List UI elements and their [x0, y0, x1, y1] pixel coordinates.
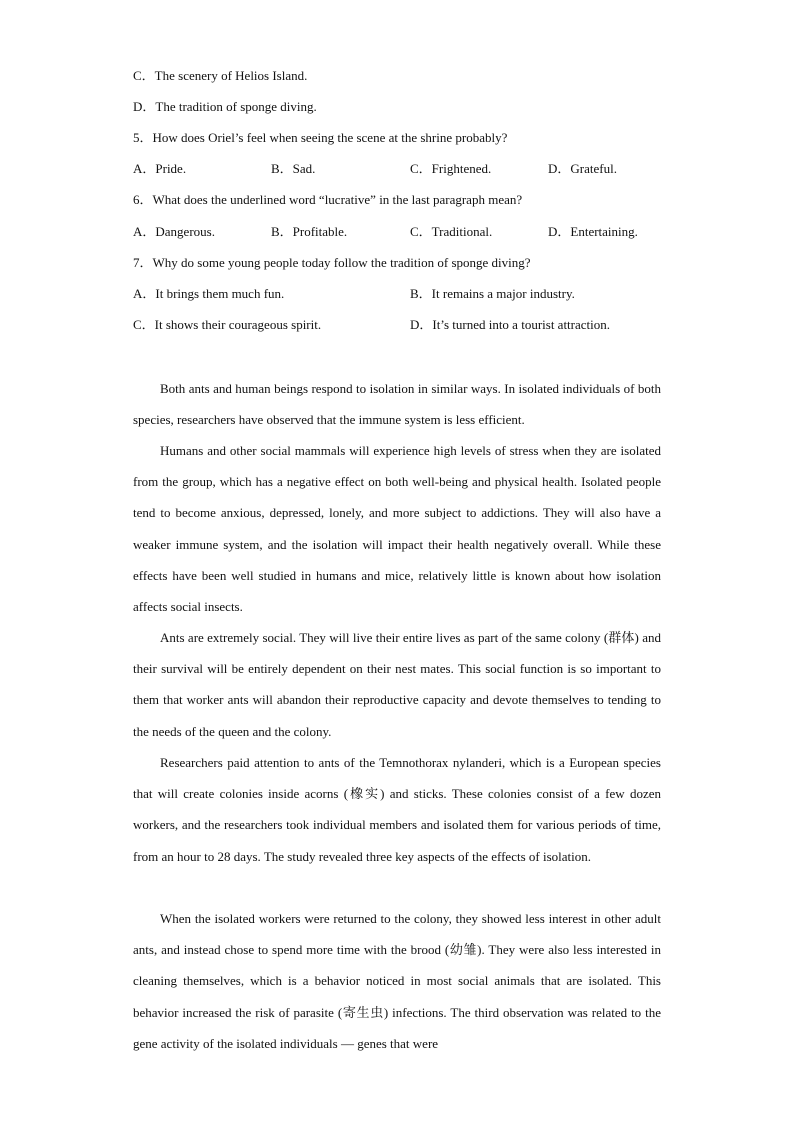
q7-option-a: A．It brings them much fun. [133, 286, 285, 301]
q7-option-b: B．It remains a major industry. [410, 286, 575, 301]
q7-stem: 7．Why do some young people today follow the tradition of sponge diving? [133, 255, 531, 270]
passage-paragraph-4: Researchers paid attention to ants of the Temnothorax nylanderi, which is a European species that will create colonies inside acorns (橡实) and sticks. These colonies consist of a few dozen workers, and the researchers took individual members and isolated them for various periods of time, from an hour to 28 days. The study revealed three key aspects of the effects of isolation. [133, 755, 661, 864]
q6-option-c: C．Traditional. [410, 224, 493, 239]
q6-option-d: D．Entertaining. [548, 224, 638, 239]
q5-option-a: A．Pride. [133, 161, 187, 176]
q5-option-b: B．Sad. [271, 161, 316, 176]
q7-option-d: D．It’s turned into a tourist attraction. [410, 317, 611, 332]
q7-option-c: C．It shows their courageous spirit. [133, 317, 322, 332]
q5-stem: 5．How does Oriel’s feel when seeing the scene at the shrine probably? [133, 130, 508, 145]
q4-option-c: C．The scenery of Helios Island. [133, 68, 308, 83]
q4-option-d: D．The tradition of sponge diving. [133, 99, 317, 114]
q5-option-c: C．Frightened. [410, 161, 492, 176]
q6-option-a: A．Dangerous. [133, 224, 215, 239]
q6-stem: 6．What does the underlined word “lucrative” in the last paragraph mean? [133, 192, 523, 207]
q5-option-d: D．Grateful. [548, 161, 617, 176]
passage-paragraph-1: Both ants and human beings respond to isolation in similar ways. In isolated individuals of both species, researchers have observed that the immune system is less efficient. [133, 381, 661, 428]
q6-option-b: B．Profitable. [271, 224, 348, 239]
passage-paragraph-5: When the isolated workers were returned to the colony, they showed less interest in other adult ants, and instead chose to spend more time with the brood (幼雏). They were also less interested in cleaning themselves, which is a behavior noticed in most social animals that are isolated. This behavior increased the risk of parasite (寄生虫) infections. The third observation was related to the gene activity of the isolated individuals — genes that were [133, 911, 661, 1051]
passage-paragraph-2: Humans and other social mammals will experience high levels of stress when they are isolated from the group, which has a negative effect on both well-being and physical health. Isolated people tend to become anxious, depressed, lonely, and more subject to addictions. They will also have a weaker immune system, and the isolation will impact their health negatively overall. While these effects have been well studied in humans and mice, relatively little is known about how isolation affects social insects. [133, 443, 661, 615]
passage-paragraph-3: Ants are extremely social. They will live their entire lives as part of the same colony (群体) and their survival will be entirely dependent on their nest mates. This social function is so important to them that worker ants will abandon their reproductive capacity and devote themselves to tending to the needs of the queen and the colony. [133, 630, 661, 739]
